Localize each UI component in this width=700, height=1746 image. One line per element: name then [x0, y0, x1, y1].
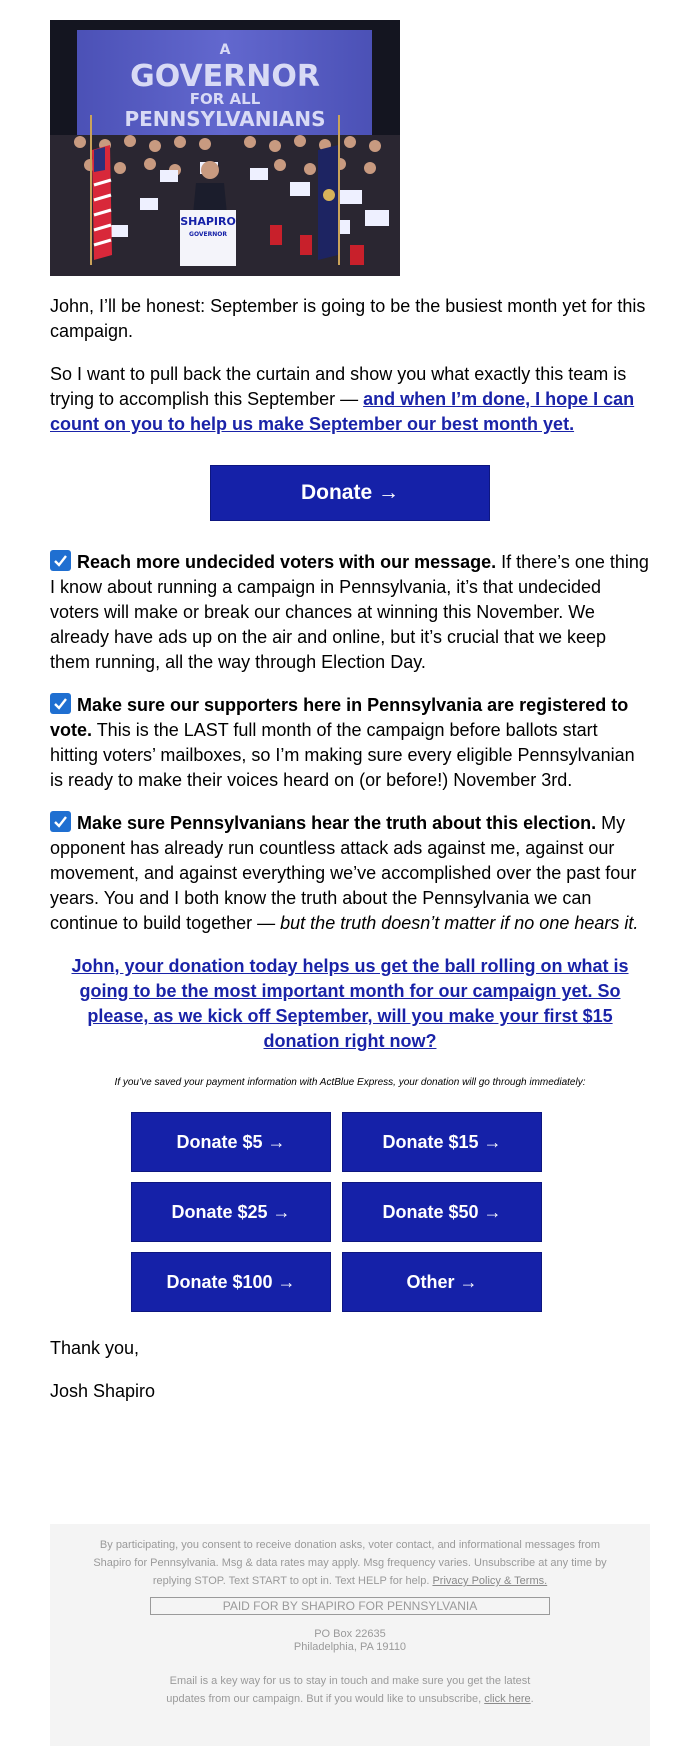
donate-50-button[interactable]: Donate $50 → — [342, 1182, 542, 1242]
banner-text-2: GOVERNOR — [130, 59, 320, 94]
privacy-policy-link[interactable]: Privacy Policy & Terms. — [432, 1575, 548, 1587]
unsubscribe-link[interactable]: click here — [484, 1693, 531, 1705]
goal-heading: Reach more undecided voters with our message. — [77, 552, 497, 572]
intro-donate-link[interactable]: and when I’m done, I hope I can count on you to help us make September our best month yet. — [50, 389, 635, 434]
goal-text: This is the LAST full month of the campaign before ballots start hitting voters’ mailboxes, so I’m making sure every eligible Pennsylvanian is ready to make their voices heard on (or before!) November 3rd. — [50, 720, 635, 790]
goal-text: If there’s one thing I know about running a campaign in Pennsylvania, it’s that undecided voters will make or break our chances at winning this November. We already have ads up on the air and online, but it’s crucial that we keep them running, all the way through Election Day. — [50, 552, 649, 672]
address-line-1: PO Box 22635 — [314, 1628, 386, 1640]
goal-italic-text: but the truth doesn’t matter if no one hears it. — [280, 913, 639, 933]
checkbox-checked-icon — [50, 550, 71, 571]
intro-paragraph-2 — [50, 362, 650, 437]
goal-item — [50, 693, 650, 793]
footer-legal — [90, 1536, 610, 1590]
donate-other-button[interactable]: Other → — [342, 1252, 542, 1312]
goal-heading: Make sure Pennsylvanians hear the truth about this election. — [77, 813, 597, 833]
express-note: If you’ve saved your payment information with ActBlue Express, your donation will go through immediately: — [114, 1077, 586, 1088]
podium-text-1: SHAPIRO — [180, 215, 236, 228]
donate-15-button[interactable]: Donate $15 → — [342, 1112, 542, 1172]
cta-block — [60, 954, 640, 1054]
goal-item — [50, 811, 650, 936]
cta-donate-link[interactable]: John, your donation today helps us get the ball rolling on what is going to be the most important month for our campaign yet. So please, as we kick off September, will you make your first $15 donation right now? — [71, 956, 629, 1051]
donate-5-button[interactable]: Donate $5 → — [131, 1112, 331, 1172]
footer-legal-text: By participating, you consent to receive donation asks, voter contact, and informational messages from Shapiro for Pennsylvania. Msg & data rates may apply. Msg frequency varies. Unsubscribe at any time by replying STOP. Text START to opt in. Text HELP for help. — [93, 1539, 607, 1587]
footer — [50, 1524, 650, 1746]
donate-button[interactable]: Donate → — [210, 465, 490, 521]
unsubscribe-text: Email is a key way for us to stay in touch and make sure you get the latest updates from our campaign. But if you would like to unsubscribe, — [166, 1675, 531, 1705]
podium-text-2: GOVERNOR — [189, 231, 227, 238]
unsubscribe-note — [160, 1672, 540, 1708]
donate-25-button[interactable]: Donate $25 → — [131, 1182, 331, 1242]
signoff-name: Josh Shapiro — [50, 1381, 156, 1401]
banner-text-1: A — [219, 42, 231, 58]
paid-for-disclaimer: PAID FOR BY SHAPIRO FOR PENNSYLVANIA — [150, 1597, 550, 1615]
goal-text: My opponent has already run countless attack ads against me, against our movement, and against everything we’ve accomplished over the past four years. You and I both know the truth about the Pennsylvania we can continue to build together — — [50, 813, 637, 933]
checkbox-checked-icon — [50, 693, 71, 714]
hero-image — [50, 20, 400, 276]
donate-100-button[interactable]: Donate $100 → — [131, 1252, 331, 1312]
mailing-address — [90, 1628, 610, 1654]
banner-text-4: PENNSYLVANIANS — [124, 107, 326, 131]
unsubscribe-end: . — [530, 1693, 534, 1705]
address-line-2: Philadelphia, PA 19110 — [293, 1641, 407, 1653]
goal-heading: Make sure our supporters here in Pennsylvania are registered to vote. — [50, 695, 629, 740]
intro-paragraph-1: John, I’ll be honest: September is going to be the busiest month yet for this campaign. — [50, 296, 646, 341]
checkbox-checked-icon — [50, 811, 71, 832]
goal-item — [50, 550, 650, 675]
signoff-thanks: Thank you, — [50, 1338, 140, 1358]
banner-text-3: FOR ALL — [189, 90, 261, 108]
intro-paragraph-2-text: So I want to pull back the curtain and show you what exactly this team is trying to accomplish this September — — [50, 364, 627, 409]
